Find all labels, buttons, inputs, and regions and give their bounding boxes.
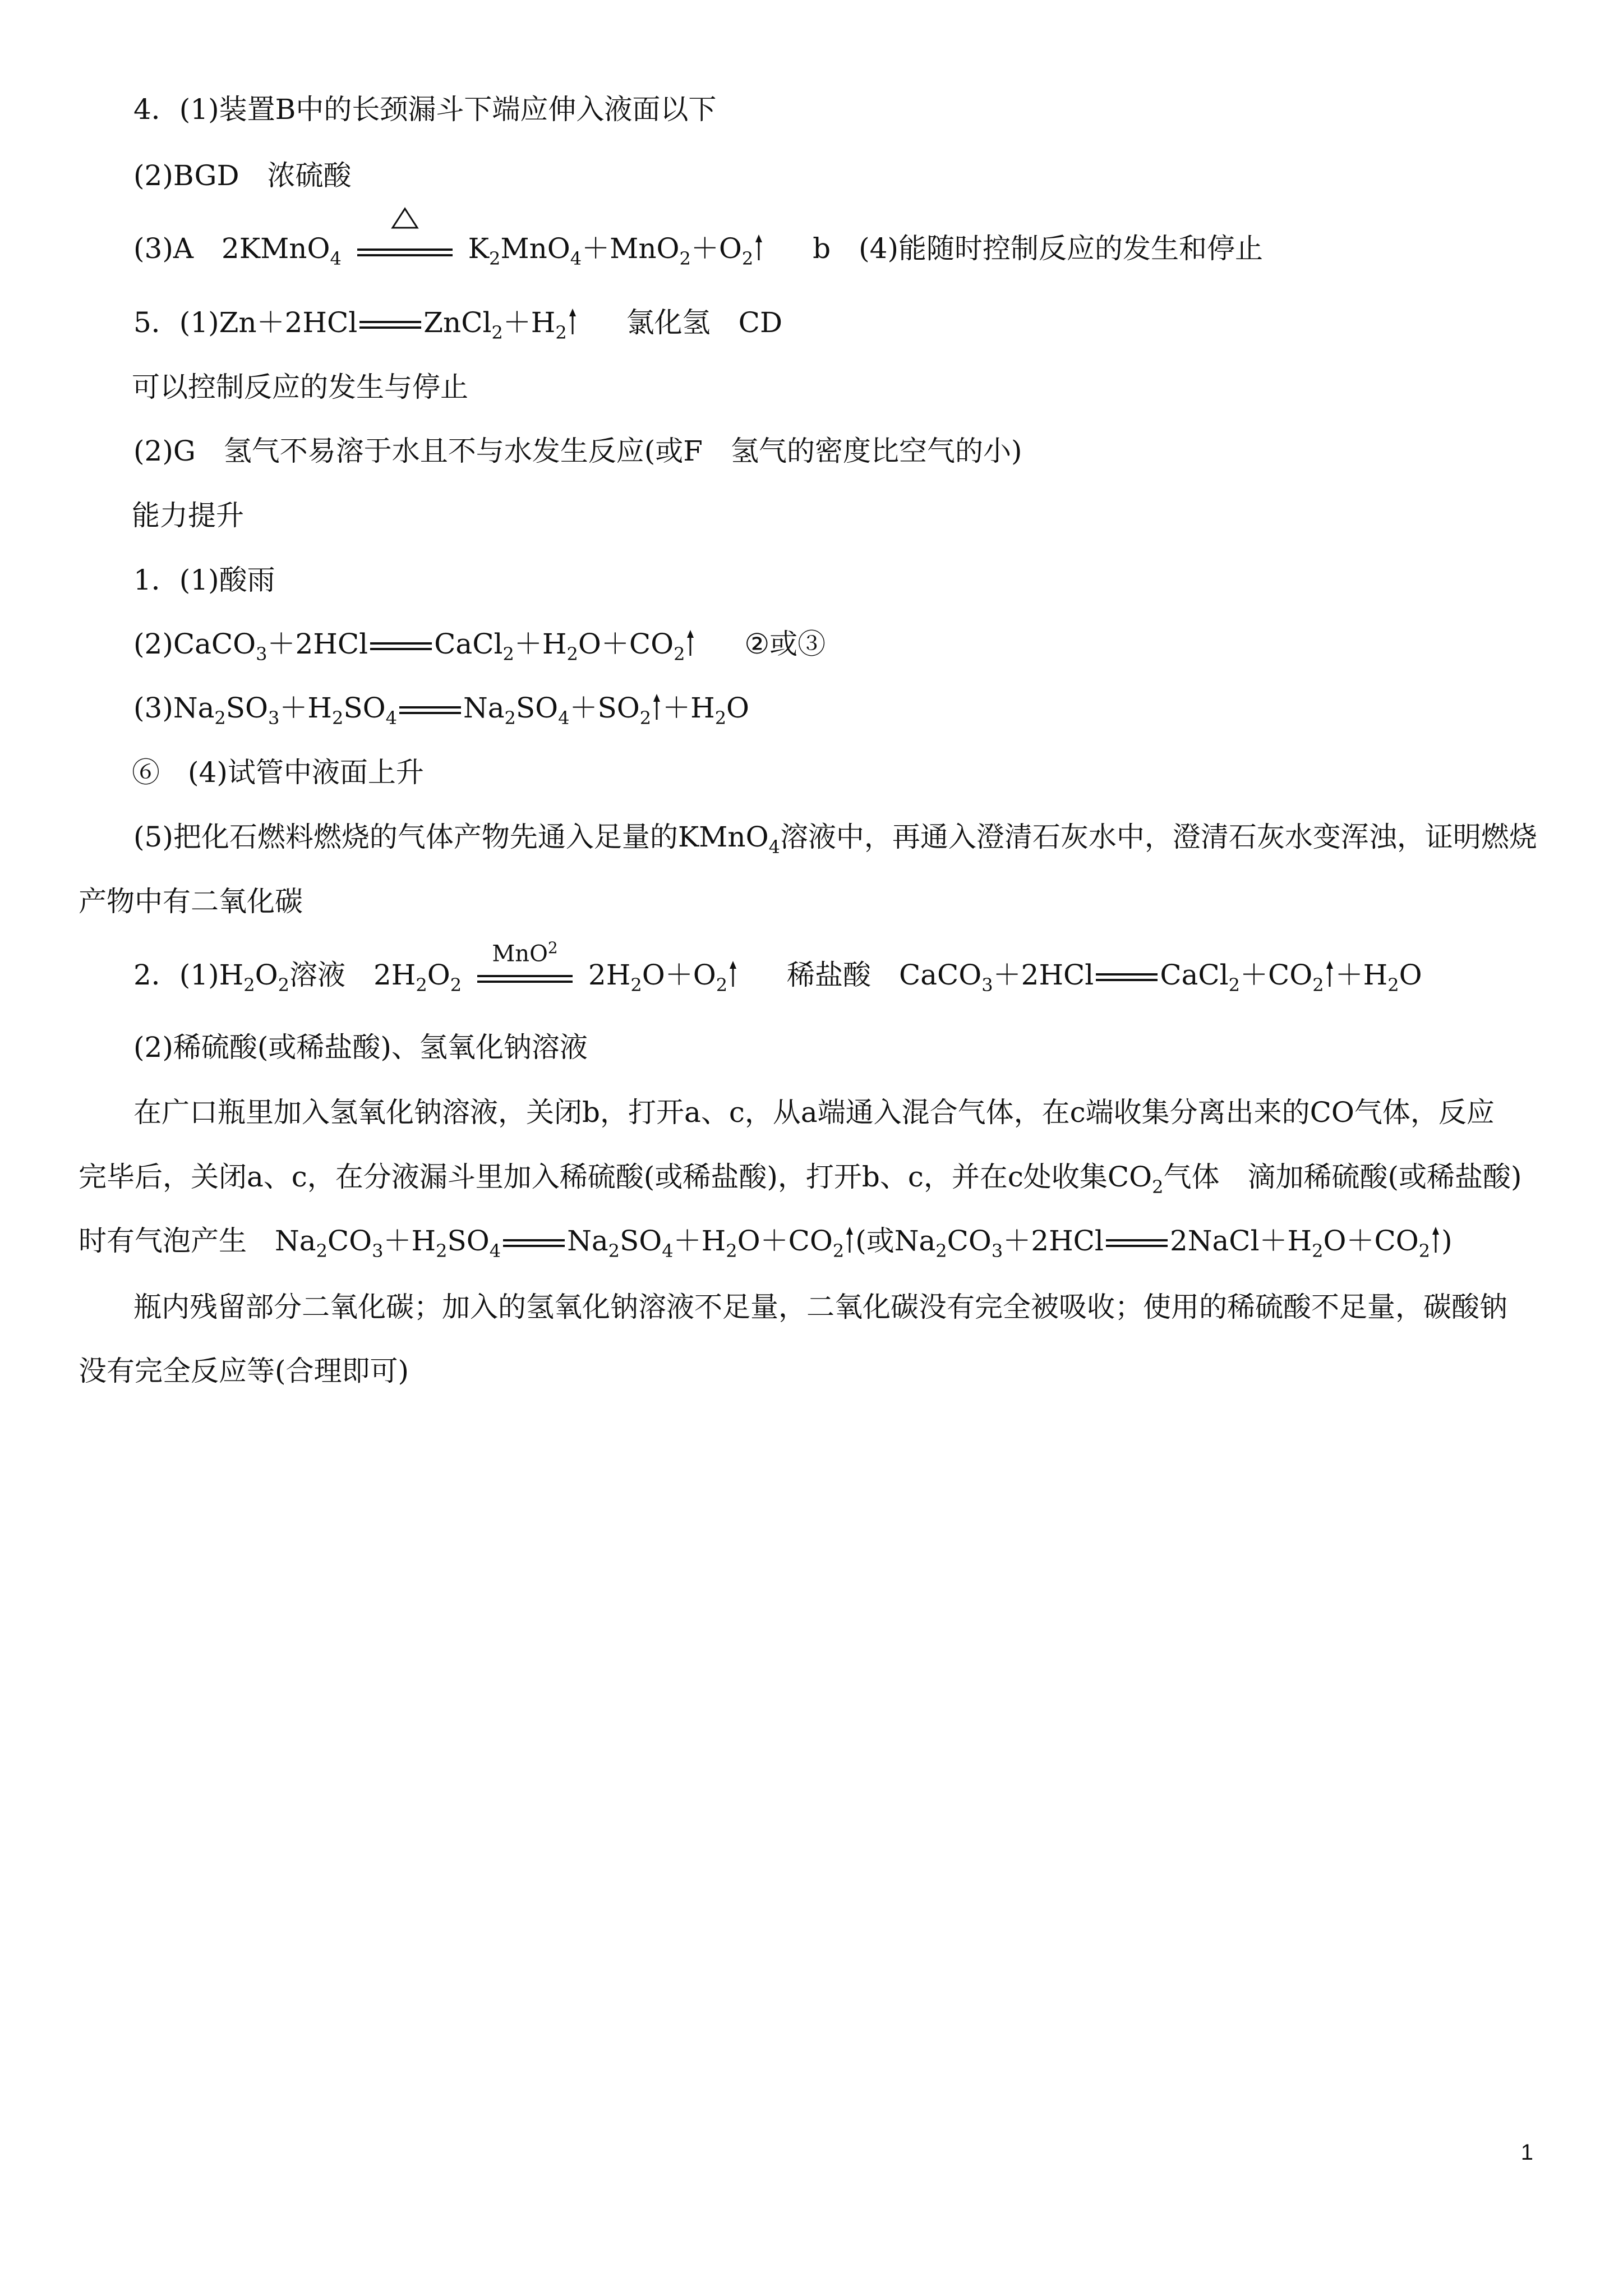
- text: ＋H: [383, 1225, 436, 1257]
- subscript: 2: [714, 707, 727, 729]
- gas-arrow-icon: [1430, 1226, 1441, 1254]
- text: O＋O: [642, 959, 716, 991]
- text: ＋2HCl: [267, 628, 368, 660]
- answer-1-5: [133, 820, 1537, 858]
- subscript: 3: [256, 643, 268, 665]
- heat-condition: [357, 232, 453, 265]
- subscript: 2: [935, 1240, 947, 1262]
- subscript: 4: [570, 248, 582, 269]
- text: O: [255, 959, 278, 991]
- text: (3)Na: [133, 692, 215, 724]
- text: CO: [947, 1225, 992, 1257]
- equals-sign: [1096, 958, 1158, 992]
- answer-2-2-equation: [79, 1224, 1453, 1262]
- text: O: [427, 959, 450, 991]
- equals-sign: [503, 1224, 565, 1258]
- subscript: 3: [991, 1240, 1003, 1262]
- text: ＋H: [662, 692, 715, 724]
- subscript: 2: [489, 248, 501, 269]
- subscript: 2: [639, 707, 652, 729]
- equals-sign: [359, 306, 421, 339]
- subscript: 4: [330, 248, 342, 269]
- text: 气体 滴加稀硫酸(或稀盐酸): [1163, 1161, 1522, 1193]
- text: ＋2HCl: [1003, 1225, 1104, 1257]
- text: Na: [567, 1225, 608, 1257]
- text: CaCl: [434, 628, 503, 660]
- text: SO: [620, 1225, 662, 1257]
- answer-1-3: [133, 691, 750, 729]
- text: 可以控制反应的发生与停止: [132, 371, 468, 403]
- text: ZnCl: [423, 306, 492, 339]
- text: ＋H: [514, 628, 567, 660]
- text: 2H: [588, 959, 631, 991]
- gas-arrow-icon: [567, 307, 578, 335]
- subscript: 2: [450, 974, 462, 996]
- text: ＋H: [673, 1225, 726, 1257]
- answer-2-1: [133, 938, 1422, 996]
- subscript: 2: [316, 1240, 328, 1262]
- subscript: 2: [436, 1240, 448, 1262]
- text: (或Na: [855, 1225, 936, 1257]
- text: ): [1441, 1225, 1453, 1257]
- text: 溶液中，再通入澄清石灰水中，澄清石灰水变浑浊，证明燃烧: [780, 821, 1537, 853]
- equals-sign: [1106, 1224, 1168, 1258]
- subscript: 2: [1312, 974, 1324, 996]
- text: O: [1399, 959, 1422, 991]
- text: (2)CaCO: [133, 628, 256, 660]
- text: SO: [447, 1225, 490, 1257]
- text: (5)把化石燃料燃烧的气体产物先通入足量的KMnO: [133, 821, 769, 853]
- answer-1-2: [133, 627, 826, 665]
- text: (2)G 氢气不易溶于水且不与水发生反应(或F 氢气的密度比空气的小): [133, 435, 1022, 467]
- subscript: 2: [726, 1240, 737, 1262]
- text: ②或③: [744, 628, 826, 660]
- section-heading: [132, 499, 244, 532]
- text: b (4)能随时控制反应的发生和停止: [813, 232, 1263, 265]
- answer-2-2-step-cont: [79, 1160, 1522, 1198]
- equals-sign: [399, 691, 461, 725]
- subscript: 2: [566, 643, 578, 665]
- gas-arrow-icon: [1324, 960, 1335, 988]
- text: ＋O: [690, 232, 742, 265]
- catalyst-label: MnO$^2$: [492, 938, 558, 967]
- text: CO: [327, 1225, 372, 1257]
- subscript: 2: [491, 322, 503, 343]
- subscript: 3: [372, 1240, 384, 1262]
- subscript: 2: [504, 707, 516, 729]
- subscript: 2: [416, 974, 427, 996]
- text: 产物中有二氧化碳: [79, 885, 303, 918]
- subscript: 2: [214, 707, 226, 729]
- text: ＋CO: [1240, 959, 1313, 991]
- subscript: 4: [385, 707, 397, 729]
- subscript: 2: [502, 643, 514, 665]
- text: 没有完全反应等(合理即可): [79, 1355, 409, 1387]
- text: 在广口瓶里加入氢氧化钠溶液，关闭b，打开a、c，从a端通入混合气体，在c端收集分离出来的CO气体，反应: [133, 1096, 1495, 1129]
- answer-5-2: [133, 434, 1022, 468]
- answer-1-5-cont: [79, 885, 303, 918]
- subscript: 2: [674, 643, 685, 665]
- text: (2)稀硫酸(或稀盐酸)、氢氧化钠溶液: [133, 1031, 588, 1064]
- answer-5-1: [133, 306, 783, 343]
- answer-2-3-cont: [79, 1354, 409, 1388]
- text: K: [468, 232, 490, 265]
- subscript: 2: [1387, 974, 1399, 996]
- text: SO: [225, 692, 268, 724]
- answer-1-1: [133, 563, 275, 597]
- text: 溶液 2H: [289, 959, 416, 991]
- subscript: 2: [555, 322, 567, 343]
- text: O: [726, 692, 750, 724]
- subscript: 2: [1418, 1240, 1431, 1262]
- text: ⑥ (4)试管中液面上升: [132, 756, 424, 789]
- answer-4-1: [133, 93, 716, 126]
- subscript: 2: [243, 974, 255, 996]
- answer-5-1-cont: [132, 370, 468, 404]
- text: 氯化氢 CD: [626, 306, 783, 339]
- text: ＋H: [1335, 959, 1388, 991]
- catalyst-condition: [477, 938, 573, 992]
- equals-sign: [370, 627, 432, 661]
- text: ＋H: [502, 306, 556, 339]
- text: ＋2HCl: [993, 959, 1094, 991]
- text: O＋CO: [1323, 1225, 1419, 1257]
- text: O＋CO: [578, 628, 674, 660]
- subscript: 4: [489, 1240, 501, 1262]
- text: 完毕后，关闭a、c，在分液漏斗里加入稀硫酸(或稀盐酸)，打开b、c，并在c处收集CO: [79, 1161, 1152, 1193]
- text: 2NaCl＋H: [1169, 1225, 1312, 1257]
- answer-2-2-step: [133, 1096, 1495, 1129]
- subscript: 4: [662, 1240, 674, 1262]
- gas-arrow-icon: [651, 693, 662, 721]
- text: Na: [463, 692, 505, 724]
- subscript: 2: [278, 974, 289, 996]
- subscript: 2: [1228, 974, 1240, 996]
- gas-arrow-icon: [753, 233, 764, 261]
- text: (3)A 2KMnO: [133, 232, 330, 265]
- subscript: 2: [331, 707, 344, 729]
- subscript: 2: [716, 974, 728, 996]
- subscript: 2: [608, 1240, 620, 1262]
- text: 时有气泡产生 Na: [79, 1225, 316, 1257]
- answer-1-4: [132, 756, 424, 789]
- text: ＋H: [279, 692, 332, 724]
- text: 瓶内残留部分二氧化碳；加入的氢氧化钠溶液不足量，二氧化碳没有完全被吸收；使用的稀硫酸不足量，碳酸钠: [133, 1291, 1507, 1323]
- gas-arrow-icon: [844, 1226, 855, 1254]
- text: ＋SO: [569, 692, 640, 724]
- text: SO: [343, 692, 386, 724]
- subscript: 4: [768, 836, 780, 858]
- answer-2-2: [133, 1030, 588, 1064]
- gas-arrow-icon: [685, 629, 696, 657]
- text: (2)BGD 浓硫酸: [133, 159, 352, 192]
- subscript: 2: [679, 248, 691, 269]
- page-number: 1: [1520, 2140, 1533, 2165]
- text: CaCl: [1160, 959, 1229, 991]
- gas-arrow-icon: [727, 960, 739, 988]
- subscript: 3: [268, 707, 280, 729]
- text: SO: [515, 692, 559, 724]
- subscript: 2: [741, 248, 754, 269]
- subscript: 3: [981, 974, 993, 996]
- text: 1．(1)酸雨: [133, 564, 275, 596]
- answer-2-3: [133, 1290, 1507, 1324]
- subscript: 4: [558, 707, 570, 729]
- text: O＋CO: [737, 1225, 833, 1257]
- subscript: 2: [630, 974, 642, 996]
- subscript: 2: [1152, 1176, 1164, 1198]
- answer-4-2: [133, 159, 352, 192]
- text: 稀盐酸 CaCO: [786, 959, 982, 991]
- text: MnO: [500, 232, 570, 265]
- text: ＋MnO: [582, 232, 680, 265]
- subscript: 2: [832, 1240, 845, 1262]
- heat-triangle-icon: [391, 207, 419, 229]
- text: 4．(1)装置B中的长颈漏斗下端应伸入液面以下: [133, 93, 717, 126]
- text: 2．(1)H: [133, 959, 244, 991]
- text: 能力提升: [132, 499, 244, 532]
- subscript: 2: [1312, 1240, 1324, 1262]
- text: 5．(1)Zn＋2HCl: [133, 306, 358, 339]
- answer-4-3: [133, 232, 1263, 269]
